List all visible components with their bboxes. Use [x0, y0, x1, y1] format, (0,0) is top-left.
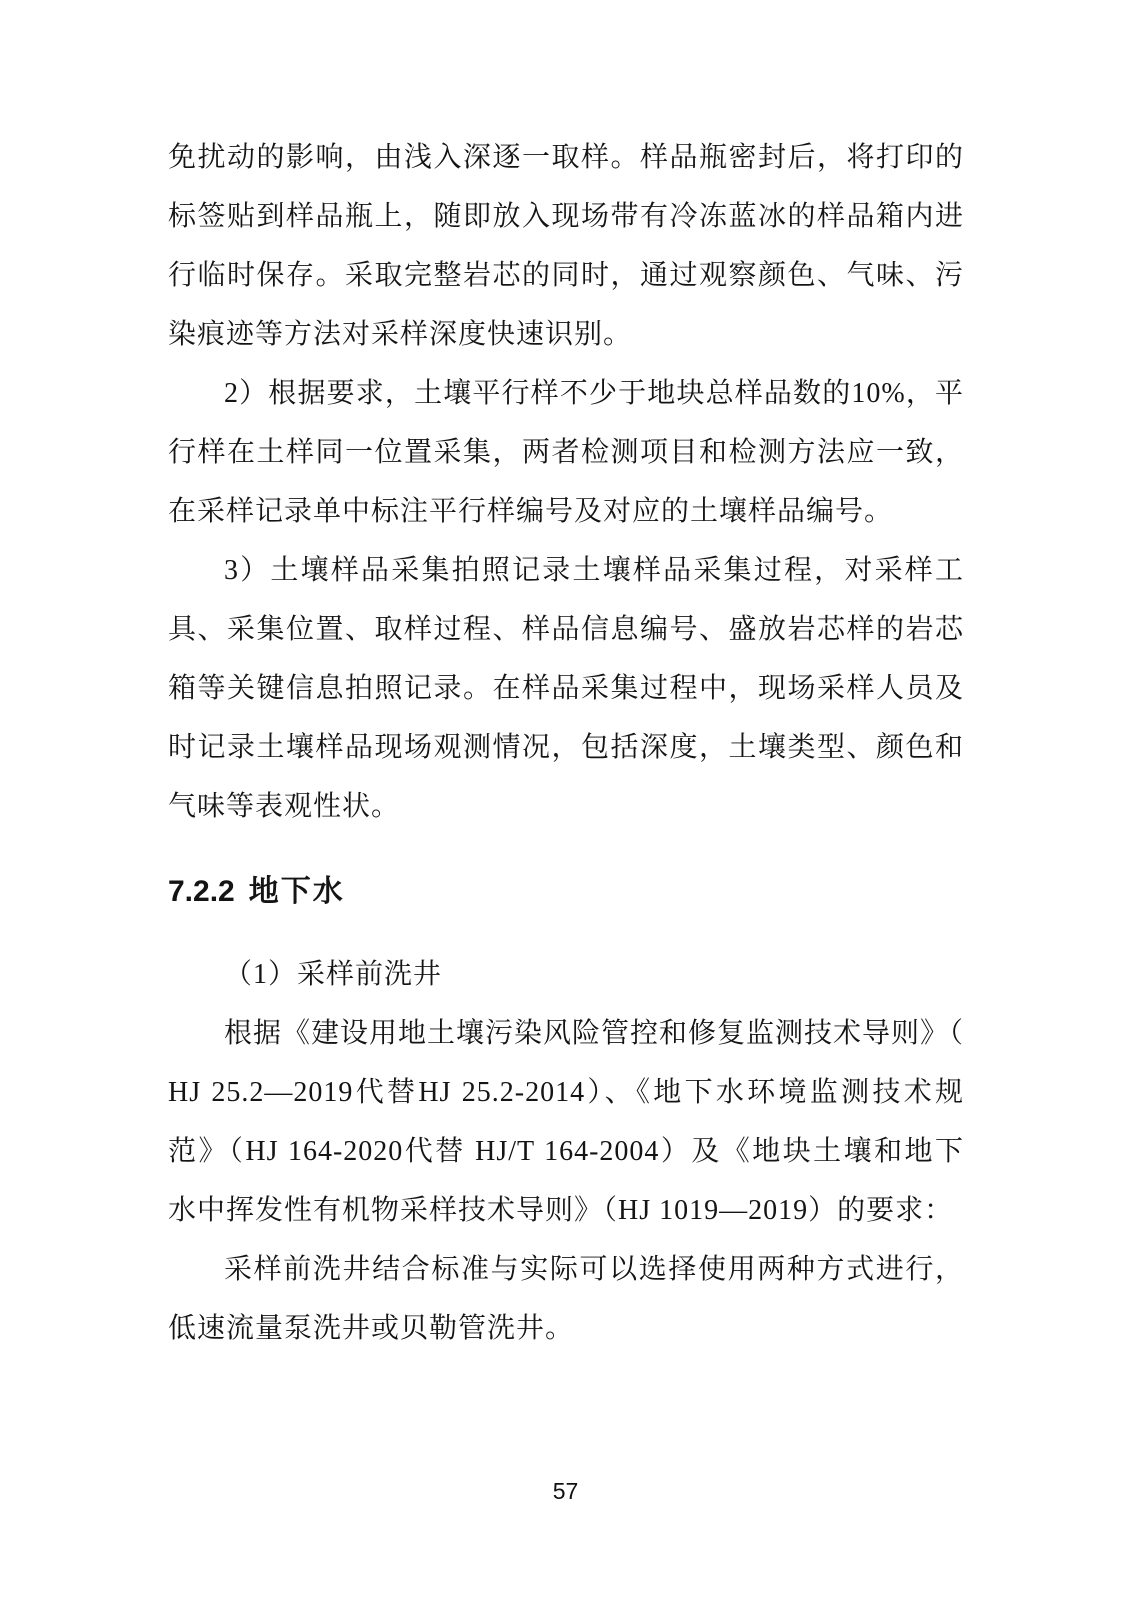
- page-footer: [0, 1478, 1131, 1505]
- paragraph-item-2-parallel-samples: 2）根据要求，土壤平行样不少于地块总样品数的10%，平行样在土样同一位置采集，两者检测项目和检测方法应一致，在采样记录单中标注平行样编号及对应的土壤样品编号。: [168, 378, 964, 527]
- page-number: 57: [552, 1478, 579, 1504]
- paragraph-soil-sampling-continuation: 免扰动的影响，由浅入深逐一取样。样品瓶密封后，将打印的标签贴到样品瓶上，随即放入现场带有冷冻蓝冰的样品箱内进行临时保存。采取完整岩芯的同时，通过观察颜色、气味、污染痕迹等方法对采样深度快速识别。: [168, 142, 964, 350]
- page-content: [168, 128, 964, 1358]
- section-title: 地下水: [248, 875, 345, 908]
- paragraph-item-3-photo-records: 3）土壤样品采集拍照记录土壤样品采集过程，对采样工具、采集位置、取样过程、样品信息编号、盛放岩芯样的岩芯箱等关键信息拍照记录。在样品采集过程中，现场采样人员及时记录土壤样品现场观测情况，包括深度，土壤类型、颜色和气味等表观性状。: [168, 555, 964, 822]
- paragraph-standards-references: 根据《建设用地土壤污染风险管控和修复监测技术导则》（ HJ 25.2—2019代替HJ 25.2-2014）、《地下水环境监测技术规范》（HJ 164-2020代替 HJ/T 164-2004）及《地块土壤和地下水中挥发性有机物采样技术导则》（HJ 1019—2019）的要求：: [168, 1018, 965, 1226]
- section-heading-groundwater: [168, 862, 964, 921]
- paragraph-purging-methods: 采样前洗井结合标准与实际可以选择使用两种方式进行，低速流量泵洗井或贝勒管洗井。: [168, 1254, 964, 1344]
- subsection-label-well-purging: （1）采样前洗井: [224, 959, 443, 990]
- section-number: 7.2.2: [168, 875, 235, 908]
